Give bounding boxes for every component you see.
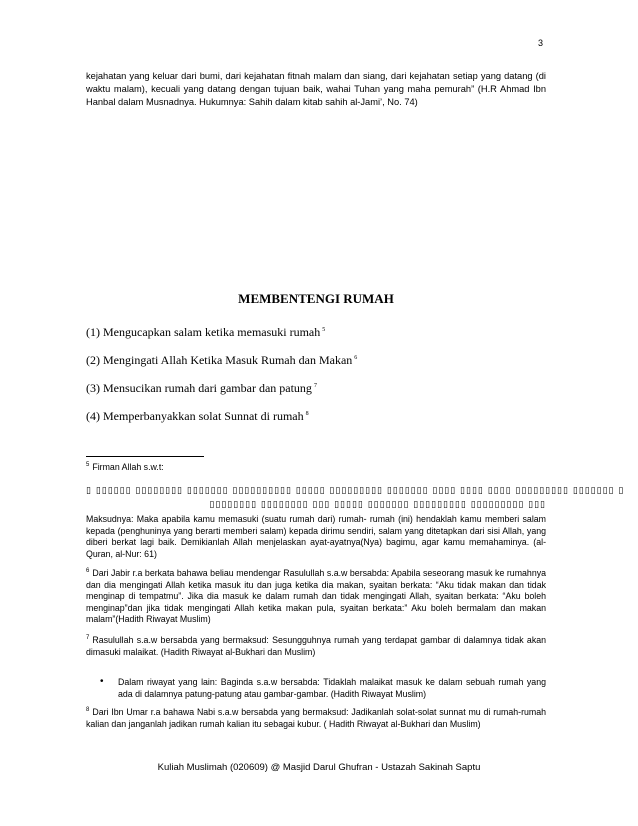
list-item: [86, 353, 357, 368]
footnote-ref: 5: [322, 327, 326, 333]
list-item-text: (3) Mensucikan rumah dari gambar dan patung: [86, 381, 312, 395]
footnote-7: [86, 633, 546, 658]
footnote-number: 8: [86, 707, 90, 713]
footnote-8: [86, 705, 546, 730]
intro-text: kejahatan yang keluar dari bumi, dari kejahatan fitnah malam dan siang, dari kejahatan setiap yang datang (di waktu malam), kecuali yang datang dengan tujuan baik, wahai Tuhan yang maha pemurah” (H.R Ahmad Ibn Hanbal dalam Musnadnya. Hukumnya: Sahih dalam kitab sahih al-Jami’, No. 74): [86, 71, 546, 107]
footnote-6: [86, 566, 546, 626]
footnote-number: 7: [86, 635, 90, 641]
bullet-text: Dalam riwayat yang lain: Baginda s.a.w bersabda: Tidaklah malaikat masuk ke dalam sebuah rumah yang ada di dalamnya patung-patung atau gambar-gambar. (Hadith Riwayat Muslim): [118, 677, 546, 699]
arabic-verse-line-2: ▯▯▯▯▯▯▯▯ ▯▯▯▯▯▯▯▯ ▯▯▯ ▯▯▯▯▯ ▯▯▯▯▯▯▯ ▯▯▯▯▯▯▯▯▯ ▯▯▯▯▯▯▯▯▯ ▯▯▯: [209, 500, 546, 510]
footnote-text: Dari Jabir r.a berkata bahawa beliau mendengar Rasulullah s.a.w bersabda: Apabila seseorang masuk ke rumahnya dan dia mengingati Allah ketika masuk itu dan juga ketika dia makan, syaitan berkata: “Aku tidak makan dan tidak menginap di tempatmu”. Jika dia masuk ke dalam rumah dan tidak mengingati Allah, syaitan berkata: “Aku boleh menginap”dan jika tidak mengingati Allah ketika makan pula, syaitan berkata:” Aku boleh bermalam dan makan malam”(Hadith Riwayat Muslim): [86, 568, 546, 624]
footnote-number: 6: [86, 568, 90, 574]
page-footer: Kuliah Muslimah (020609) @ Masjid Darul Ghufran - Ustazah Sakinah Saptu: [157, 762, 481, 773]
footnote-number: 5: [86, 462, 90, 468]
list-item-text: (4) Memperbanyakkan solat Sunnat di rumah: [86, 409, 304, 423]
footnote-text: Maksudnya: Maka apabila kamu memasuki (suatu rumah dari) rumah- rumah (ini) hendaklah kamu memberi salam kepada (penghuninya yang berarti memberi salam) kepada dirimu sendiri, salam yang ditetapkan dari sisi Allah, yang diberi berkat lagi baik. Demikianlah Allah menjelaskan ayat-ayatnya(Nya) bagimu, agar kamu memahaminya. (al-Quran, al-Nur: 61): [86, 514, 546, 559]
section-title: MEMBENTENGI RUMAH: [238, 291, 394, 306]
bullet-icon: •: [100, 676, 104, 687]
footnote-divider: [86, 456, 204, 457]
arabic-verse-line-1: ▯ ▯▯▯▯▯▯ ▯▯▯▯▯▯▯▯ ▯▯▯▯▯▯▯ ▯▯▯▯▯▯▯▯▯▯ ▯▯▯▯▯ ▯▯▯▯▯▯▯▯▯ ▯▯▯▯▯▯▯ ▯▯▯▯ ▯▯▯▯ ▯▯▯▯ ▯▯▯▯▯▯▯▯▯ ▯▯▯▯▯▯▯ ▯: [86, 486, 625, 496]
footnote-5-label: [86, 460, 546, 474]
footnote-label: Firman Allah s.w.t:: [92, 462, 164, 472]
footnote-text: Dari Ibn Umar r.a bahawa Nabi s.a.w bersabda yang bermaksud: Jadikanlah solat-solat sunnat mu di rumah-rumah kalian dan janganlah jadikan rumah kalian itu sebagai kubur. ( Hadith Riwayat al-Bukhari dan Muslim): [86, 707, 546, 729]
footnote-text: Rasulullah s.a.w bersabda yang bermaksud: Sesungguhnya rumah yang terdapat gambar di dalamnya tidak akan dimasuki malaikat. (Hadith Riwayat al-Bukhari dan Muslim): [86, 635, 546, 657]
list-item-text: (2) Mengingati Allah Ketika Masuk Rumah dan Makan: [86, 353, 353, 367]
footnote-5-text: [86, 514, 546, 560]
list-item: [86, 325, 325, 340]
intro-paragraph: [86, 70, 546, 109]
footnote-ref: 7: [313, 383, 317, 389]
footnote-ref: 8: [305, 411, 309, 417]
list-item: [86, 409, 309, 424]
footnote-7-bullet: [100, 676, 546, 700]
list-item: [86, 381, 317, 396]
list-item-text: (1) Mengucapkan salam ketika memasuki rumah: [86, 325, 321, 339]
footnote-ref: 6: [354, 355, 358, 361]
page-number: 3: [537, 38, 543, 48]
